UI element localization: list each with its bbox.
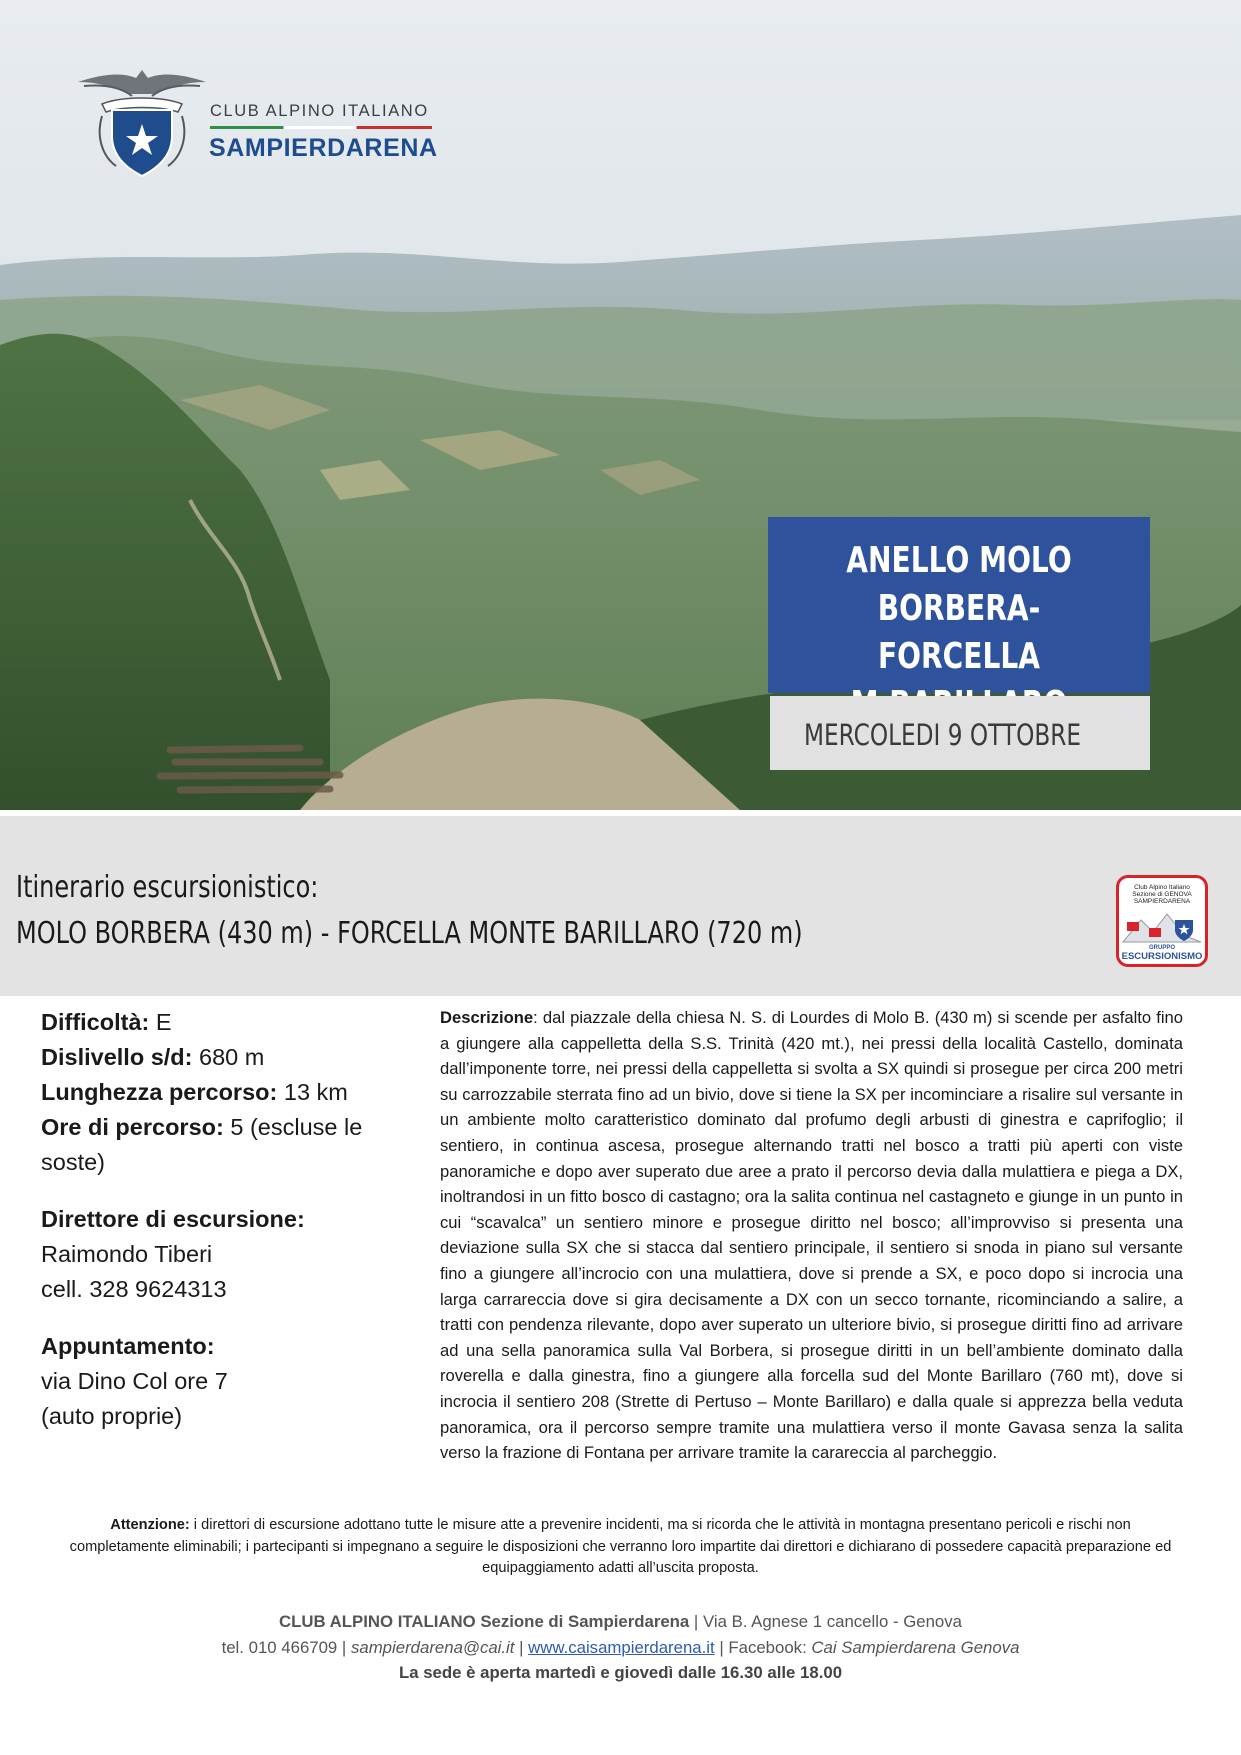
eagle-shield-icon <box>72 66 212 182</box>
footer-facebook-name: Cai Sampierdarena Genova <box>811 1637 1020 1657</box>
length-value: 13 km <box>277 1079 348 1105</box>
logo-club-name: CLUB ALPINO ITALIANO <box>210 102 429 120</box>
italian-flag-stripe <box>210 126 432 129</box>
footer-email[interactable]: sampierdarena@cai.it <box>350 1637 515 1657</box>
itinerary-route: MOLO BORBERA (430 m) - FORCELLA MONTE BARILLARO (720 m) <box>16 916 803 951</box>
warning-label: Attenzione: <box>110 1517 190 1533</box>
event-date-box <box>770 696 1150 770</box>
hours-label: Ore di percorso: <box>41 1114 224 1140</box>
meeting-place: via Dino Col ore 7 <box>41 1368 228 1394</box>
footer-facebook-label: | Facebook: <box>714 1637 812 1657</box>
footer-contacts <box>0 1609 1241 1686</box>
badge-name: ESCURSIONISMO <box>1121 951 1203 962</box>
hero-photo <box>0 0 1241 810</box>
itinerary-band <box>0 816 1241 996</box>
difficulty-label: Difficoltà: <box>41 1009 150 1035</box>
elevation-label: Dislivello s/d: <box>41 1044 193 1070</box>
description-text: : dal piazzale della chiesa N. S. di Lourdes di Molo B. (430 m) si scende per asfalto fino a giungere alla cappelletta della S.S. Trinità (420 mt.), nei pressi della località Castello, dominata dall’imponente torre, nei pressi della cappelletta si svolta a SX quindi si prosegue per circa 200 metri su carrozzabile sterrata fino ad un bivio, dove si tiene la SX per incominciare a risalire sul versante in un ambiente molto caratteristico dominato dal profumo degli arbusti di ginestra e caprifoglio; il sentiero, in continua ascesa, prosegue alternando tratti nel bosco a tratti più aperti con viste panoramiche e dopo aver superato due aree a prato il percorso devia dalla mulattiera e piega a DX, inoltrandosi in un fitto bosco di castagno; ora la salita continua nel castagneto e giunge in un punto in cui “scavalca” un sentiero minore e prosegue diritto nel bosco; all’improvviso si presenta una deviazione sulla SX che si stacca dal sentiero principale, il sentiero si snoda in piano sul versante fino a giungere all’incrocio con una mulattiera, dove si prende a SX, e poco dopo si incrocia una larga carrareccia dove si gira decisamente a DX con un secco tornante, ricominciando a salire, a tratti con pendenza rilevante, dopo aver superato un ulteriore bivio, si prosegue diritti fino ad arrivare ad una sella panoramica sulla Val Borbera, si prosegue diritti in un bell’ambiente dominato dalla roverella e dalla ginestra, fino a giungere alla forcella sud del Monte Barillaro (760 mt), dove si incrocia il sentiero 208 (Strette di Pertuso – Monte Barillaro) e dalla quale si apprezza bella veduta panoramica, ora il percorso sempre tramite una mulattiera verso il monte Gavasa senza la salita verso la frazione di Fontana per arrivare tramite la carareccia al parcheggio. <box>440 1008 1183 1463</box>
event-date: MERCOLEDI 9 OTTOBRE <box>804 718 1082 752</box>
footer-address: | Via B. Agnese 1 cancello - Genova <box>689 1612 962 1631</box>
event-title-line: ANELLO MOLO <box>846 540 1072 581</box>
badge-line: Club Alpino Italiano <box>1134 884 1190 891</box>
elevation-row <box>41 1040 421 1075</box>
logo-section-name: SAMPIERDARENA <box>209 134 438 162</box>
footer-website-link[interactable]: www.caisampierdarena.it <box>528 1637 715 1657</box>
footer-address-line <box>0 1609 1241 1635</box>
meeting-label <box>41 1329 421 1364</box>
badge-header <box>1119 884 1205 905</box>
director-phone: cell. 328 9624313 <box>41 1276 227 1302</box>
excursion-info <box>41 1005 421 1434</box>
badge-line: SAMPIERDARENA <box>1133 898 1191 905</box>
length-label: Lunghezza percorso: <box>41 1079 278 1105</box>
difficulty-row <box>41 1005 421 1040</box>
badge-group: GRUPPO <box>1148 945 1175 951</box>
footer-phone: tel. 010 466709 | <box>221 1637 351 1657</box>
elevation-value: 680 m <box>192 1044 265 1070</box>
mountain-flag-icon <box>1119 906 1205 946</box>
safety-warning <box>64 1515 1177 1580</box>
director-label-text: Direttore di escursione: <box>41 1206 305 1232</box>
hours-row <box>41 1110 421 1180</box>
cai-sampierdarena-logo <box>72 66 452 186</box>
hours-value: 5 (escluse le soste) <box>41 1114 363 1175</box>
director-name: Raimondo Tiberi <box>41 1241 213 1267</box>
footer-opening-hours: La sede è aperta martedì e giovedì dalle 16.30 alle 18.00 <box>398 1663 843 1682</box>
length-row <box>41 1075 421 1110</box>
difficulty-value: E <box>149 1009 172 1035</box>
route-description <box>440 1005 1183 1466</box>
badge-line: Sezione di GENOVA <box>1132 891 1192 898</box>
warning-text: i direttori di escursione adottano tutte le misure atte a prevenire incidenti, ma si ricorda che le attività in montagna presentano pericoli e rischi non completamente eliminabili; i partecipanti si impegnano a seguire le disposizioni che verranno loro impartite dai direttori e dichiarano di possedere capacità preparazione ed equipaggiamento adatti all’uscita proposta. <box>69 1517 1172 1576</box>
itinerary-label: Itinerario escursionistico: <box>16 870 319 905</box>
footer-contact-line <box>0 1635 1241 1661</box>
description-label: Descrizione <box>440 1008 534 1027</box>
gruppo-escursionismo-badge <box>1116 875 1208 967</box>
meeting-note: (auto proprie) <box>41 1403 183 1429</box>
event-title-box <box>768 517 1150 693</box>
footer-org: CLUB ALPINO ITALIANO Sezione di Sampierdarena <box>279 1612 690 1631</box>
meeting-label-text: Appuntamento: <box>41 1333 215 1359</box>
footer-separator: | <box>514 1637 529 1657</box>
director-label <box>41 1202 421 1237</box>
event-title-line: BORBERA-FORCELLA <box>877 588 1041 677</box>
